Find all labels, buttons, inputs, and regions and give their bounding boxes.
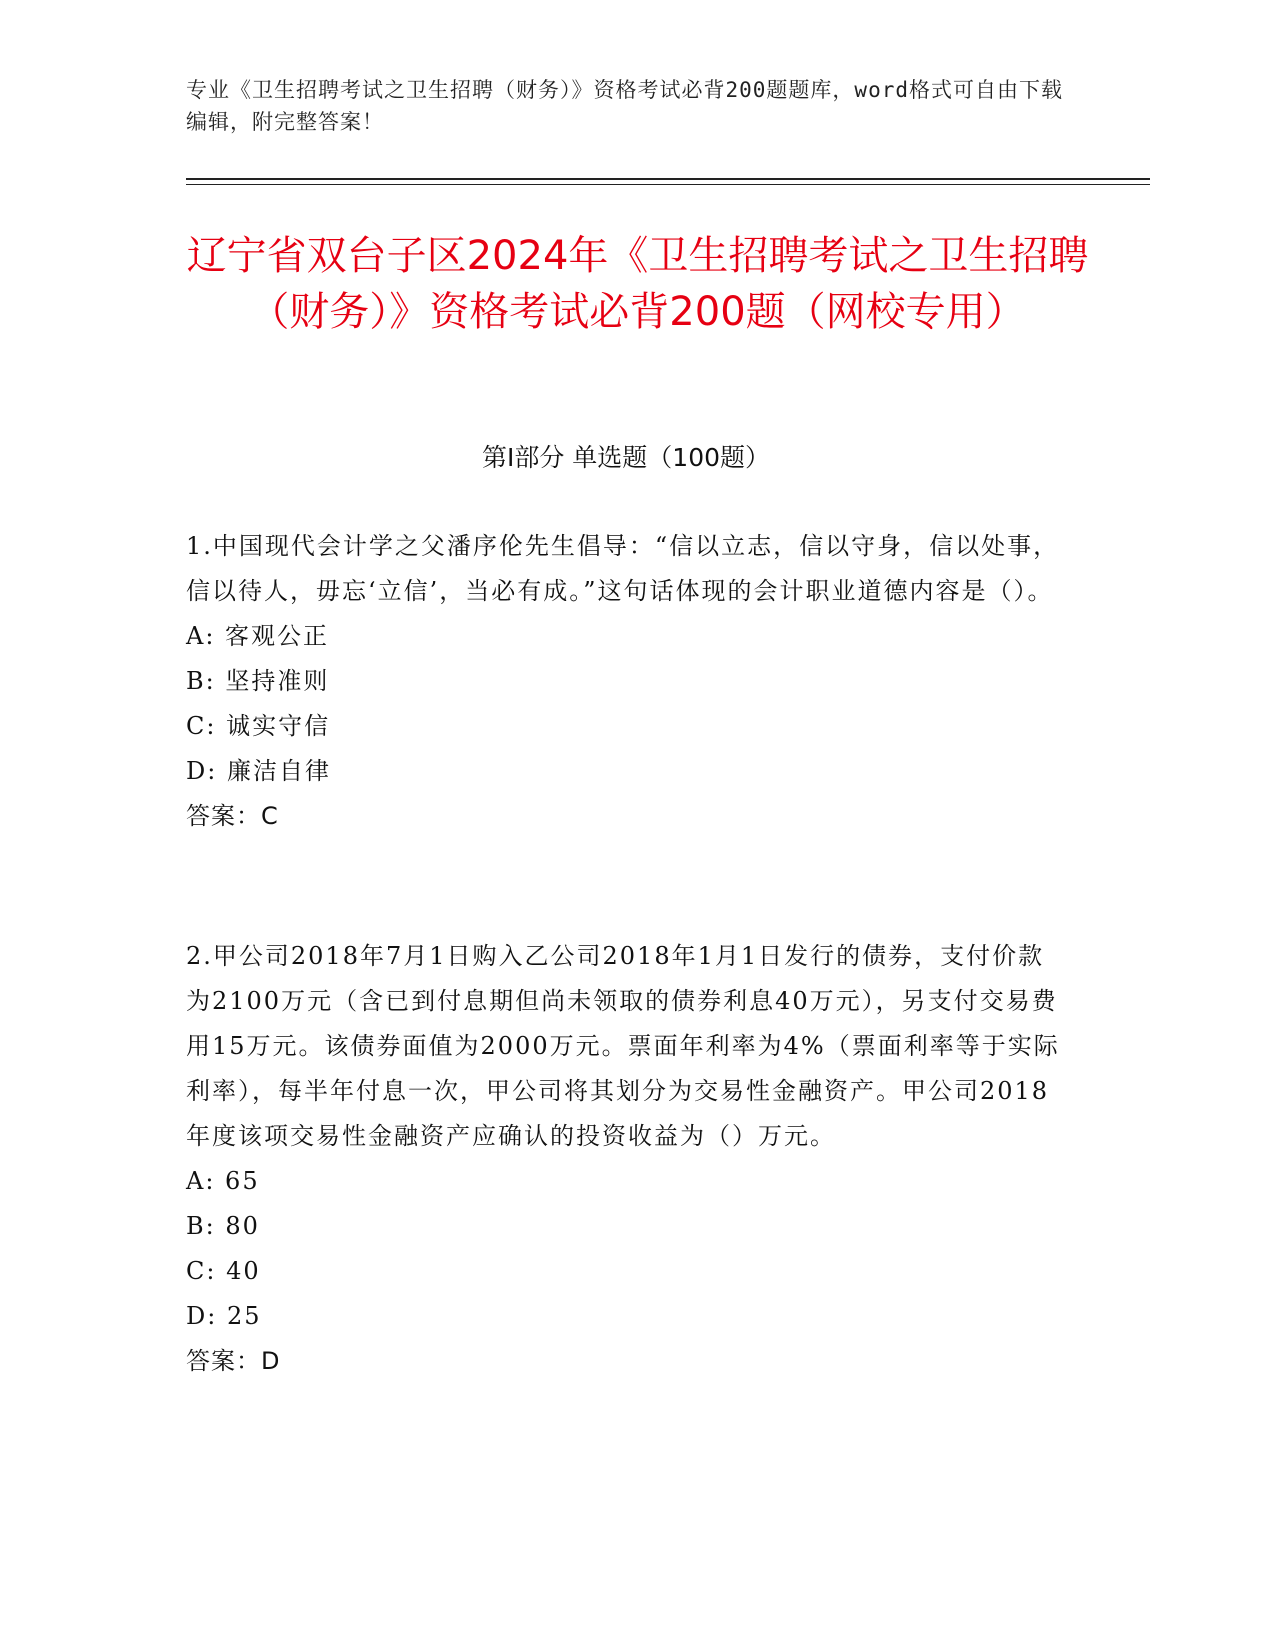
question-2: [186, 934, 1066, 1384]
question-stem: 1.中国现代会计学之父潘序伦先生倡导：“信以立志，信以守身，信以处事，信以待人，毋忘‘立信’，当必有成。”这句话体现的会计职业道德内容是（）。: [186, 532, 1060, 605]
option-a: A: 客观公正: [186, 622, 330, 650]
answer: 答案：D: [186, 1347, 281, 1375]
section-heading: 第Ⅰ部分 单选题（100题）: [481, 443, 771, 472]
header-divider-thick: [186, 178, 1150, 180]
header-divider-thin: [186, 184, 1150, 185]
header-note: 专业《卫生招聘考试之卫生招聘（财务）》资格考试必背200题题库，word格式可自由下载编辑，附完整答案！: [186, 78, 1063, 134]
option-a: A: 65: [186, 1167, 260, 1195]
option-c: C: 诚实守信: [186, 712, 331, 740]
option-d: D: 25: [186, 1302, 262, 1330]
option-b: B: 80: [186, 1212, 260, 1240]
option-b: B: 坚持准则: [186, 667, 330, 695]
question-1: [186, 524, 1066, 839]
option-d: D: 廉洁自律: [186, 757, 331, 785]
question-stem: 2.甲公司2018年7月1日购入乙公司2018年1月1日发行的债券，支付价款为2100万元（含已到付息期但尚未领取的债券利息40万元），另支付交易费用15万元。该债券面值为2000万元。票面年利率为4%（票面利率等于实际利率），每半年付息一次，甲公司将其划分为交易性金融资产。甲公司2018年度该项交易性金融资产应确认的投资收益为（）万元。: [186, 942, 1060, 1150]
document-title: 辽宁省双台子区2024年《卫生招聘考试之卫生招聘（财务）》资格考试必背200题（网校专用）: [186, 233, 1089, 335]
answer: 答案：C: [186, 802, 279, 830]
option-c: C: 40: [186, 1257, 261, 1285]
